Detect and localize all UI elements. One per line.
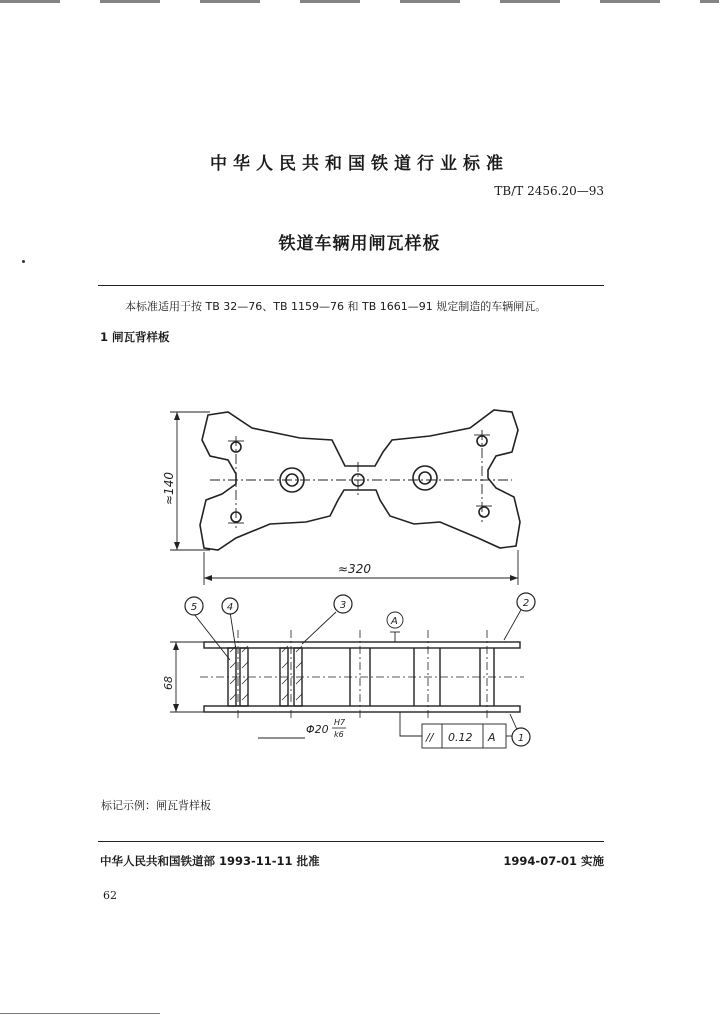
- tolerance-symbol: //: [426, 731, 434, 744]
- balloon-2: 2: [522, 598, 530, 609]
- small-hole-br: [479, 507, 489, 517]
- right-boss-outer: [413, 466, 437, 490]
- scan-bottom-edge: [0, 1013, 160, 1014]
- balloon-5: 5: [190, 602, 198, 613]
- document-title: 铁道车辆用闸瓦样板: [278, 234, 441, 254]
- balloon-3: 3: [339, 600, 347, 611]
- right-boss-inner: [419, 472, 431, 484]
- datum-label: A: [391, 616, 398, 627]
- balloon-4: 4: [226, 602, 234, 613]
- tolerance-value: 0.12: [448, 731, 473, 744]
- standard-code: TB/T 2456.20—93: [494, 184, 604, 198]
- bottom-flange: [204, 706, 520, 712]
- scope-statement: 本标准适用于按 TB 32—76、TB 1159—76 和 TB 1661—91 规定制造的车辆闸瓦。: [125, 300, 547, 313]
- fit-lower-label: k6: [334, 730, 344, 739]
- fit-diameter-label: Φ20: [306, 723, 329, 736]
- issuing-organization: 中华人民共和国铁道行业标准: [210, 154, 509, 174]
- effective-date: 1994-07-01 实施: [503, 854, 604, 868]
- dim-width-label: ≈320: [338, 562, 371, 576]
- top-flange: [204, 642, 520, 648]
- balloon-1: 1: [517, 733, 525, 744]
- dim-height-label: ≈140: [162, 472, 176, 505]
- dim-side-height-label: 68: [162, 676, 175, 690]
- fit-upper-label: H7: [334, 718, 346, 727]
- approval-date: 中华人民共和国铁道部 1993-11-11 批准: [100, 854, 320, 868]
- page-number: 62: [103, 889, 117, 902]
- marking-example: 标记示例：闸瓦背样板: [101, 799, 211, 812]
- section-1-heading: 1 闸瓦背样板: [100, 330, 170, 344]
- footer-rule: [98, 841, 604, 842]
- tolerance-datum: A: [488, 731, 496, 744]
